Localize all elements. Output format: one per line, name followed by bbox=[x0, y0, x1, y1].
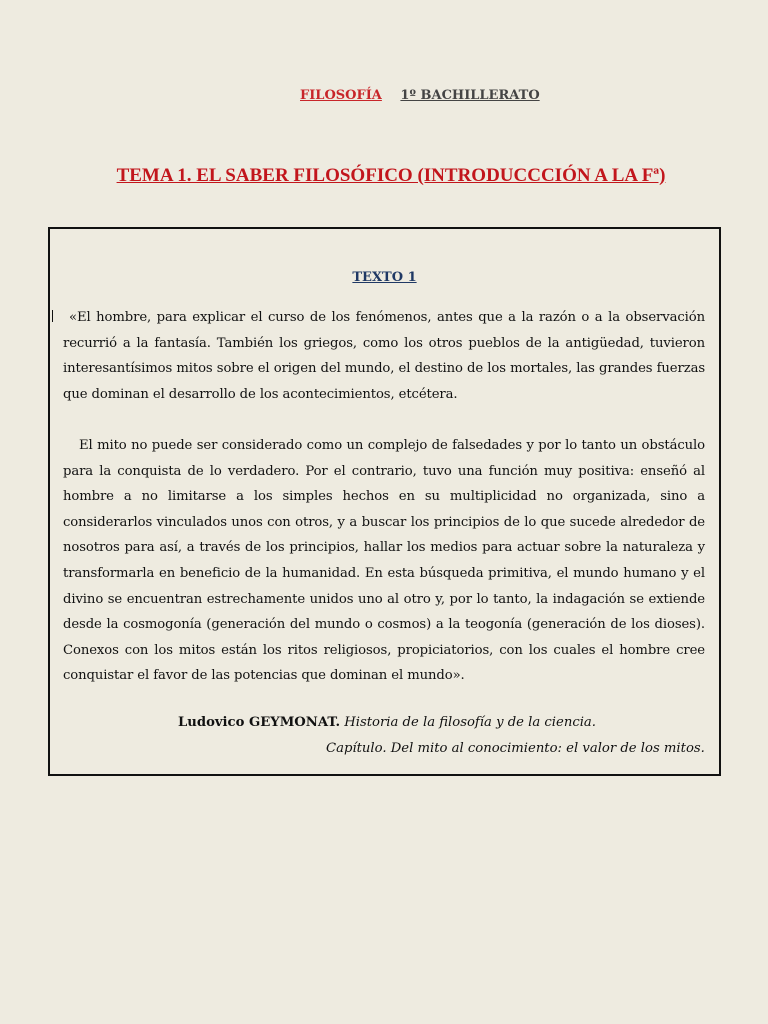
citation-chapter: Capítulo. Del mito al conocimiento: el valor de los mitos. bbox=[326, 741, 705, 756]
citation-line bbox=[178, 715, 596, 730]
course-label: 1º BACHILLERATO bbox=[400, 88, 540, 103]
text-heading: TEXTO 1 bbox=[352, 270, 417, 285]
text-frame bbox=[48, 227, 721, 776]
citation-work: Historia de la filosofía y de la ciencia. bbox=[344, 715, 596, 730]
paragraph-2: El mito no puede ser considerado como un complejo de falsedades y por lo tanto un obstáculo para la conquista de lo verdadero. Por el contrario, tuvo una función muy positiva: enseñó al hombre a no limitarse a los simples hechos en su multiplicidad no organizada, sino a considerarlos vinculados unos con otros, y a buscar los principios de lo que sucede alrededor de nosotros para así, a través de los principios, hallar los medios para actuar sobre la naturaleza y transformarla en beneficio de la humanidad. En esta búsqueda primitiva, el mundo humano y el divino se encuentran estrechamente unidos uno al otro y, por lo tanto, la indagación se extiende desde la cosmogonía (generación del mundo o cosmos) a la teogonía (generación de los dioses). Conexos con los mitos están los ritos religiosos, propiciatorios, con los cuales el hombre cree conquistar el favor de las potencias que dominan el mundo». bbox=[63, 438, 705, 684]
subject-header bbox=[300, 88, 540, 103]
subject-label: FILOSOFÍA bbox=[300, 88, 382, 103]
paragraph-1: «El hombre, para explicar el curso de los fenómenos, antes que a la razón o a la observación recurrió a la fantasía. También los griegos, como los otros pueblos de la antigüedad, tuvieron interesantísimos mitos sobre el origen del mundo, el destino de los mortales, las grandes fuerzas que dominan el desarrollo de los acontecimientos, etcétera. bbox=[63, 310, 705, 402]
topic-title: TEMA 1. EL SABER FILOSÓFICO (INTRODUCCCIÓN A LA Fª) bbox=[116, 165, 666, 186]
margin-mark bbox=[52, 310, 53, 322]
citation-author: Ludovico GEYMONAT. bbox=[178, 715, 341, 730]
